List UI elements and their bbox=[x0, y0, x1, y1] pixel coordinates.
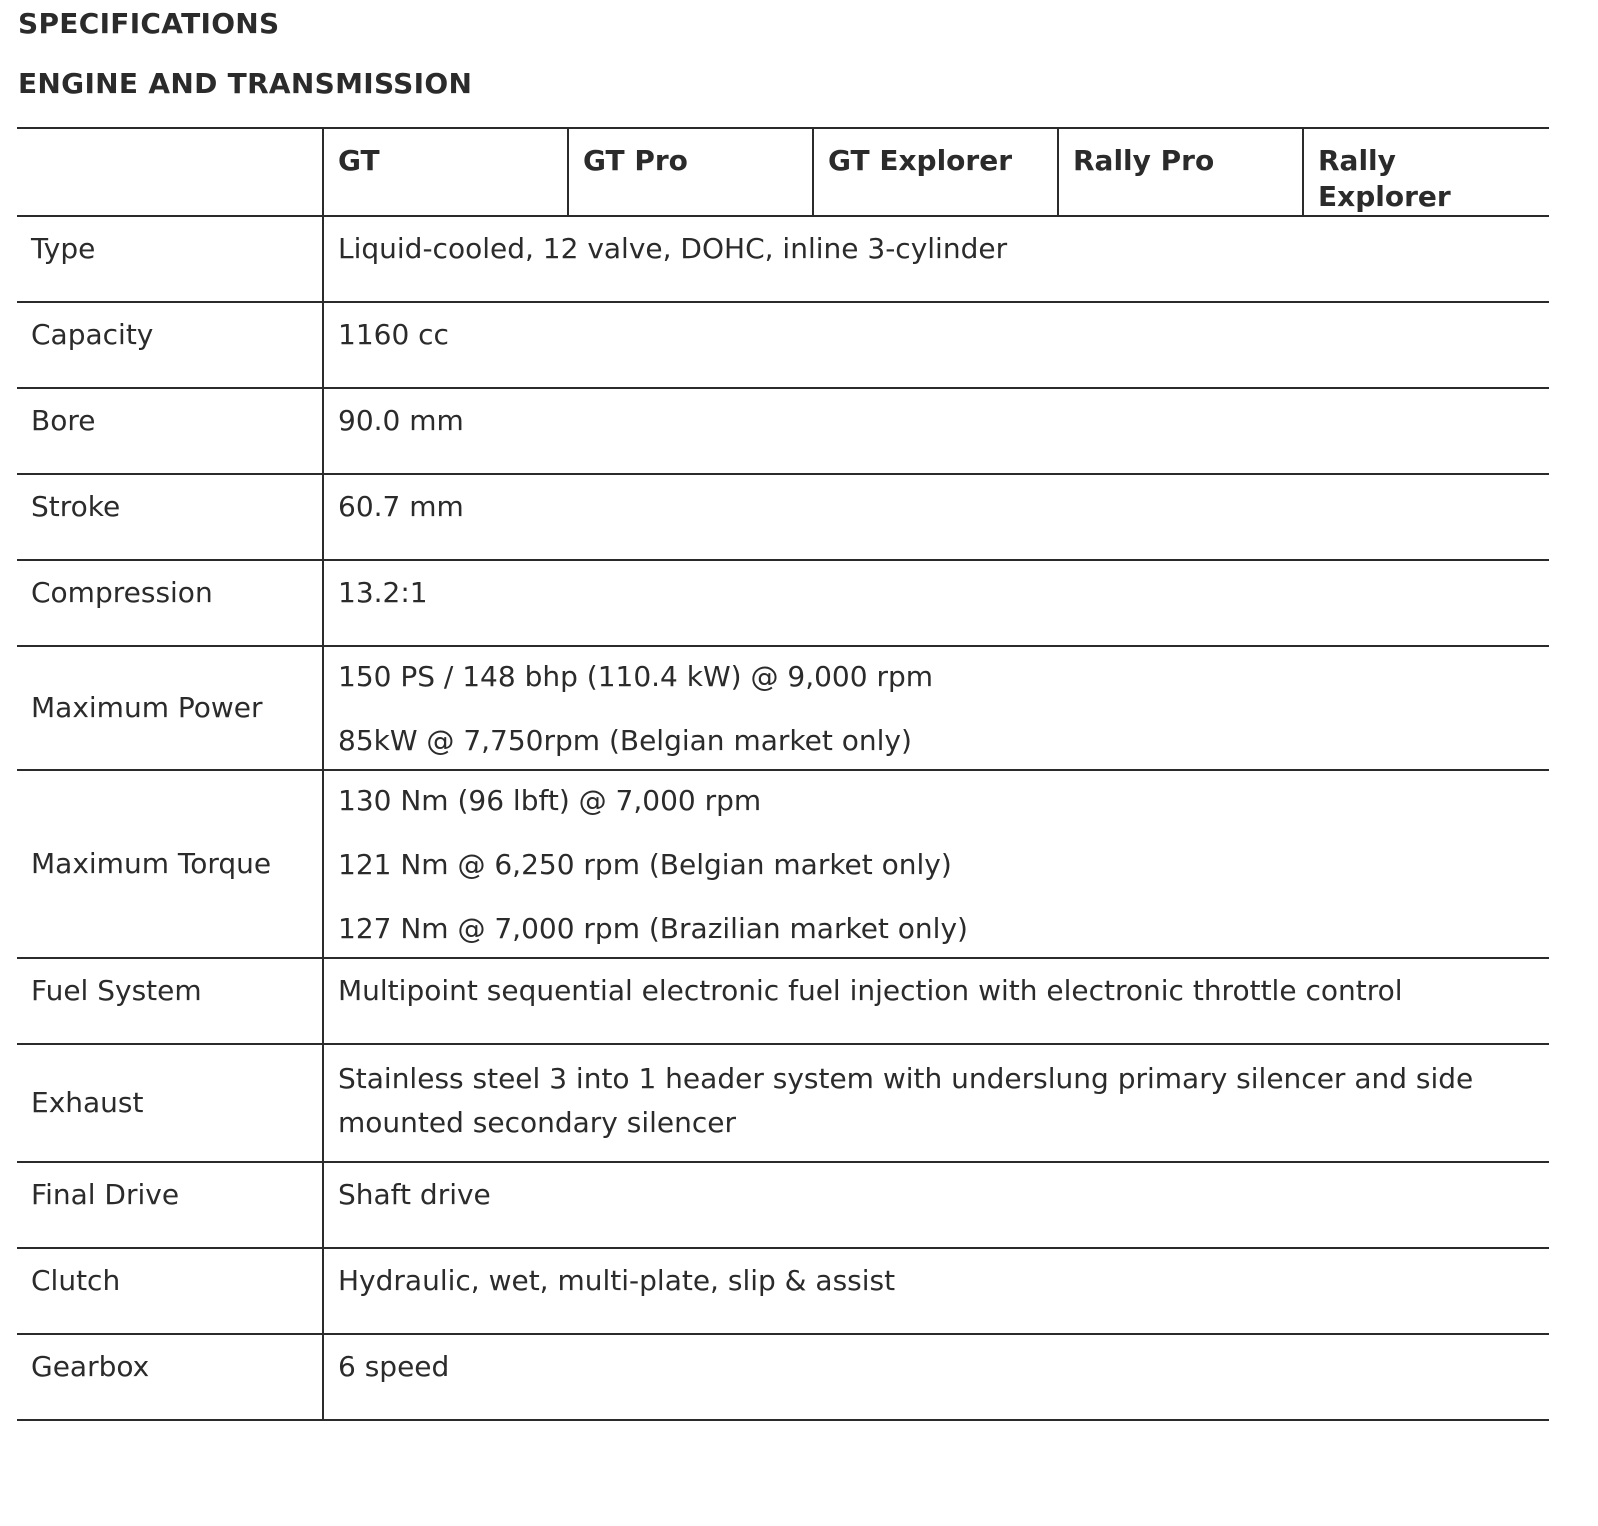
value-line: Stainless steel 3 into 1 header system with underslung primary silencer and side mounted secondary silencer bbox=[338, 1062, 1474, 1139]
value-line: 13.2:1 bbox=[338, 576, 428, 609]
row-value bbox=[323, 1044, 1549, 1162]
value-line: 60.7 mm bbox=[338, 490, 464, 523]
column-header-gt-pro: GT Pro bbox=[568, 128, 813, 216]
value-line: 121 Nm @ 6,250 rpm (Belgian market only) bbox=[338, 848, 952, 881]
table-row bbox=[17, 646, 1549, 770]
row-value bbox=[323, 958, 1549, 1044]
row-value bbox=[323, 1162, 1549, 1248]
table-row bbox=[17, 474, 1549, 560]
row-value bbox=[323, 216, 1549, 302]
value-line: Hydraulic, wet, multi-plate, slip & assist bbox=[338, 1264, 896, 1297]
table-row bbox=[17, 216, 1549, 302]
section-title: ENGINE AND TRANSMISSION bbox=[18, 67, 473, 100]
value-line: 85kW @ 7,750rpm (Belgian market only) bbox=[338, 724, 912, 757]
column-header-rally-pro: Rally Pro bbox=[1058, 128, 1303, 216]
table-row bbox=[17, 302, 1549, 388]
row-value bbox=[323, 302, 1549, 388]
row-label: Bore bbox=[31, 404, 96, 437]
column-header-gt-explorer: GT Explorer bbox=[813, 128, 1058, 216]
row-value bbox=[323, 560, 1549, 646]
value-line: Liquid-cooled, 12 valve, DOHC, inline 3-cylinder bbox=[338, 232, 1008, 265]
row-label: Maximum Power bbox=[31, 691, 263, 724]
row-label: Maximum Torque bbox=[31, 847, 272, 880]
column-header-empty bbox=[17, 128, 323, 216]
table-row bbox=[17, 388, 1549, 474]
table-row bbox=[17, 1044, 1549, 1162]
table-row bbox=[17, 770, 1549, 958]
value-line: 127 Nm @ 7,000 rpm (Brazilian market only) bbox=[338, 912, 968, 945]
row-value bbox=[323, 1334, 1549, 1420]
table-row bbox=[17, 1162, 1549, 1248]
value-line: Multipoint sequential electronic fuel injection with electronic throttle control bbox=[338, 974, 1403, 1007]
value-line: Shaft drive bbox=[338, 1178, 491, 1211]
row-value bbox=[323, 646, 1549, 770]
value-line: 150 PS / 148 bhp (110.4 kW) @ 9,000 rpm bbox=[338, 660, 933, 693]
page-title: SPECIFICATIONS bbox=[18, 7, 280, 40]
row-value bbox=[323, 388, 1549, 474]
row-label: Final Drive bbox=[31, 1178, 180, 1211]
row-label: Capacity bbox=[31, 318, 154, 351]
table-row bbox=[17, 958, 1549, 1044]
row-label: Clutch bbox=[31, 1264, 121, 1297]
row-value bbox=[323, 1248, 1549, 1334]
row-label: Fuel System bbox=[31, 974, 202, 1007]
value-line: 1160 cc bbox=[338, 318, 449, 351]
table-header-row bbox=[17, 128, 1549, 216]
row-label: Type bbox=[31, 232, 96, 265]
row-label: Compression bbox=[31, 576, 213, 609]
column-header-gt: GT bbox=[323, 128, 568, 216]
row-value bbox=[323, 474, 1549, 560]
value-line: 6 speed bbox=[338, 1350, 450, 1383]
row-label: Exhaust bbox=[31, 1086, 144, 1119]
table-row bbox=[17, 1248, 1549, 1334]
table-row bbox=[17, 560, 1549, 646]
column-header-rally-explorer: Rally Explorer bbox=[1303, 128, 1549, 216]
row-label: Stroke bbox=[31, 490, 121, 523]
engine-transmission-table bbox=[17, 127, 1549, 1421]
table-row bbox=[17, 1334, 1549, 1420]
row-label: Gearbox bbox=[31, 1350, 150, 1383]
value-line: 130 Nm (96 lbft) @ 7,000 rpm bbox=[338, 784, 762, 817]
value-line: 90.0 mm bbox=[338, 404, 464, 437]
row-value bbox=[323, 770, 1549, 958]
